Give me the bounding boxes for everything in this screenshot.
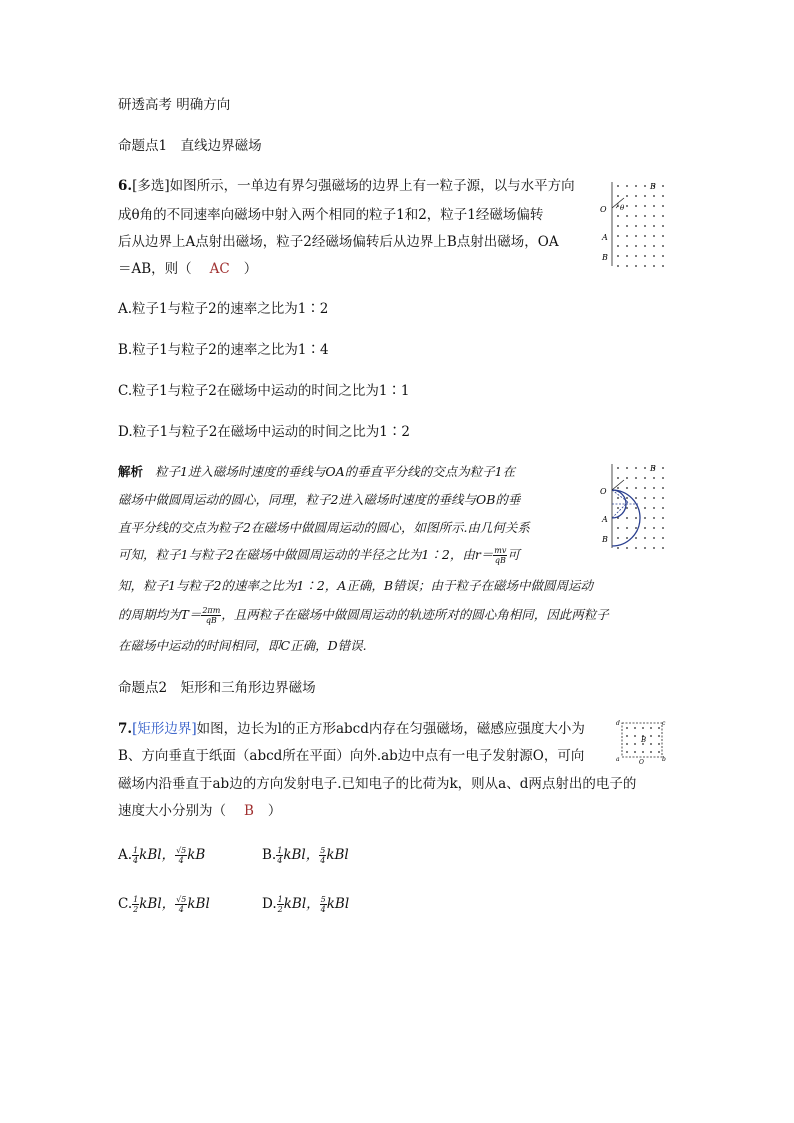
field-dot — [644, 205, 646, 207]
field-dot — [658, 735, 660, 737]
field-dot — [644, 547, 646, 549]
solution-circle-figure — [598, 460, 668, 552]
q7-label-b: b — [662, 756, 666, 763]
solution-text-4: 可知，粒子1与粒子2在磁场中做圆周运动的半径之比为1∶2，由r＝ — [118, 547, 494, 562]
field-dot — [642, 727, 644, 729]
field-dot — [635, 467, 637, 469]
field-dot — [662, 255, 664, 257]
q7-option-d: D. $\frac{1}{2}$ kBl， $\frac{5}{4}$ kBl — [262, 895, 350, 914]
q7-line-3: 磁场内沿垂直于ab边的方向发射电子.已知电子的比荷为k，则从a、d两点射出的电子的 — [118, 776, 637, 792]
field-dot — [626, 215, 628, 217]
field-dot — [617, 467, 619, 469]
q6-magnetic-field-figure — [598, 178, 668, 270]
solution-line-7: 在磁场中运动的时间相同，即C正确，D错误. — [118, 638, 367, 653]
q7-line-4 — [118, 802, 281, 820]
solution-text-4-end: 可 — [507, 547, 520, 562]
field-dot — [626, 517, 628, 519]
field-dot — [617, 235, 619, 237]
field-dot — [653, 195, 655, 197]
sol-label-b-field: B — [650, 464, 656, 473]
field-dot — [662, 537, 664, 539]
field-dot — [662, 215, 664, 217]
q6-option-a: A.粒子1与粒子2的速率之比为1∶2 — [118, 301, 329, 317]
field-dot — [644, 477, 646, 479]
solution-text-6-end: ，且两粒子在磁场中做圆周运动的轨迹所对的圆心角相同，因此两粒子 — [221, 607, 609, 622]
field-dot — [653, 537, 655, 539]
q7-option-c: C. $\frac{1}{2}$ kBl， $\frac{√5}{4}$ kBl — [118, 895, 210, 914]
field-dot — [644, 527, 646, 529]
q6-option-d: D.粒子1与粒子2在磁场中运动的时间之比为1∶2 — [118, 424, 410, 440]
field-dot — [626, 497, 628, 499]
q6-answer: AC — [209, 261, 230, 277]
section-title-1: 命题点1 直线边界磁场 — [118, 138, 262, 154]
field-dot — [626, 547, 628, 549]
field-dot — [635, 477, 637, 479]
field-dot — [626, 487, 628, 489]
field-dot — [626, 727, 628, 729]
field-dot — [635, 225, 637, 227]
field-dot — [635, 547, 637, 549]
field-dot — [658, 727, 660, 729]
q6-line-2: 成θ角的不同速率向磁场中射入两个相同的粒子1和2，粒子1经磁场偏转 — [118, 207, 544, 223]
sol-label-b: B — [602, 535, 608, 544]
field-dot — [635, 487, 637, 489]
field-dot — [650, 751, 652, 753]
field-dot — [653, 205, 655, 207]
field-dot — [617, 537, 619, 539]
q7-label-o: O — [639, 759, 644, 765]
field-dot — [662, 517, 664, 519]
field-dot — [626, 507, 628, 509]
q7-label-c: c — [662, 720, 666, 727]
field-dot — [653, 487, 655, 489]
field-dot — [662, 225, 664, 227]
q7-label-d: d — [616, 720, 620, 727]
field-dot — [650, 735, 652, 737]
field-dot — [662, 185, 664, 187]
field-dot — [644, 467, 646, 469]
field-dot — [626, 477, 628, 479]
field-dot — [617, 527, 619, 529]
field-dot — [626, 527, 628, 529]
field-dot — [634, 735, 636, 737]
field-dot — [650, 743, 652, 745]
q7-text-4: 速度大小分别为（ — [118, 803, 226, 819]
solution-text-1: 粒子1进入磁场时速度的垂线与OA的垂直平分线的交点为粒子1在 — [154, 464, 516, 479]
field-dot — [617, 477, 619, 479]
field-dot — [635, 527, 637, 529]
field-dot — [644, 265, 646, 267]
field-dot — [617, 487, 619, 489]
field-dot — [626, 195, 628, 197]
field-dot — [644, 537, 646, 539]
field-dot — [626, 751, 628, 753]
field-dot — [658, 751, 660, 753]
field-dot — [662, 205, 664, 207]
field-dot — [635, 185, 637, 187]
field-dot — [617, 185, 619, 187]
field-dot — [650, 727, 652, 729]
field-dot — [634, 743, 636, 745]
field-dot — [635, 255, 637, 257]
q7-text-1: 如图，边长为l的正方形abcd内存在匀强磁场，磁感应强度大小为 — [196, 721, 585, 737]
field-dot — [626, 255, 628, 257]
field-dot — [653, 477, 655, 479]
solution-line-5: 知，粒子1与粒子2的速率之比为1∶2，A正确，B错误；由于粒子在磁场中做圆周运动 — [118, 578, 594, 593]
field-dot — [626, 735, 628, 737]
field-dot — [635, 245, 637, 247]
field-dot — [626, 743, 628, 745]
sol-label-o: O — [600, 487, 607, 496]
solution-line-4 — [118, 546, 520, 565]
q7-option-b: B. $\frac{1}{4}$ kBl， $\frac{5}{4}$ kBl — [262, 846, 349, 865]
field-dot — [635, 235, 637, 237]
q6-text-4-end: ） — [243, 261, 258, 277]
field-dot — [653, 497, 655, 499]
field-dot — [617, 215, 619, 217]
sol-label-a: A — [602, 515, 608, 524]
field-dot — [653, 527, 655, 529]
field-dot — [653, 225, 655, 227]
field-dot — [634, 751, 636, 753]
q6-line-3: 后从边界上A点射出磁场，粒子2经磁场偏转后从边界上B点射出磁场，OA — [118, 234, 559, 250]
field-dot — [653, 507, 655, 509]
solution-label: 解析 — [118, 464, 144, 479]
q7-answer: B — [244, 803, 254, 819]
field-dot — [634, 727, 636, 729]
q6-text-4: ＝AB，则（ — [118, 261, 192, 277]
q7-text-4-end: ） — [267, 803, 282, 819]
field-dot — [653, 547, 655, 549]
field-dot — [617, 507, 619, 509]
q7-number: 7. — [118, 721, 133, 737]
q6-label-b-field: B — [650, 182, 656, 191]
field-dot — [626, 225, 628, 227]
page-heading: 研透高考 明确方向 — [118, 97, 231, 113]
field-dot — [653, 517, 655, 519]
q6-option-b: B.粒子1与粒子2的速率之比为1∶4 — [118, 342, 329, 358]
section-title-2: 命题点2 矩形和三角形边界磁场 — [118, 680, 316, 696]
q7-label-field: B — [641, 736, 647, 744]
field-dot — [644, 517, 646, 519]
solution-line-6 — [118, 606, 609, 625]
q6-label-o: O — [600, 205, 607, 214]
field-dot — [617, 265, 619, 267]
field-dot — [653, 245, 655, 247]
q7-options-row-2 — [118, 894, 350, 914]
field-dot — [662, 245, 664, 247]
field-dot — [662, 467, 664, 469]
field-dot — [662, 487, 664, 489]
field-dot — [662, 497, 664, 499]
field-dot — [626, 467, 628, 469]
field-dot — [658, 743, 660, 745]
q7-tag: [矩形边界] — [132, 721, 197, 737]
field-dot — [635, 497, 637, 499]
field-dot — [662, 547, 664, 549]
q6-number: 6. — [118, 178, 133, 194]
solution-line-2: 磁场中做圆周运动的圆心，同理，粒子2进入磁场时速度的垂线与OB的垂 — [118, 492, 521, 507]
q7-line-2: B、方向垂直于纸面（abcd所在平面）向外.ab边中点有一电子发射源O，可向 — [118, 748, 585, 764]
field-dot — [662, 477, 664, 479]
field-dot — [617, 225, 619, 227]
solution-line-1 — [118, 463, 515, 481]
q7-square-field-figure — [614, 717, 668, 765]
field-dot — [644, 235, 646, 237]
field-dot — [617, 497, 619, 499]
field-dot — [635, 517, 637, 519]
field-dot — [617, 547, 619, 549]
field-dot — [644, 195, 646, 197]
fraction-2pim-qb: $\frac{2\pi m}{qB}$ — [202, 606, 221, 625]
field-dot — [662, 235, 664, 237]
field-dot — [644, 487, 646, 489]
q7-line-1 — [118, 720, 585, 738]
q6-tag: [多选] — [132, 178, 170, 194]
field-dot — [626, 537, 628, 539]
field-dot — [653, 265, 655, 267]
field-dot — [626, 185, 628, 187]
field-dot — [626, 245, 628, 247]
field-dot — [644, 225, 646, 227]
field-dot — [644, 497, 646, 499]
field-dot — [662, 265, 664, 267]
q6-text-1: 如图所示，一单边有界匀强磁场的边界上有一粒子源，以与水平方向 — [169, 178, 575, 194]
field-dot — [644, 507, 646, 509]
field-dot — [626, 205, 628, 207]
field-dot — [635, 507, 637, 509]
solution-text-6: 的周期均为T＝ — [118, 607, 202, 622]
solution-line-3: 直平分线的交点为粒子2在磁场中做圆周运动的圆心，如图所示.由几何关系 — [118, 520, 530, 535]
q6-label-a: A — [602, 233, 608, 242]
field-dot — [635, 537, 637, 539]
field-dot — [617, 245, 619, 247]
field-dot — [644, 255, 646, 257]
q7-label-a: a — [616, 756, 620, 763]
field-dot — [653, 255, 655, 257]
q7-option-a: A. $\frac{1}{4}$ kBl， $\frac{√5}{4}$ kB — [118, 846, 206, 865]
field-dot — [653, 215, 655, 217]
q7-options-row-1 — [118, 845, 349, 865]
field-dot — [617, 195, 619, 197]
field-dot — [635, 265, 637, 267]
q6-line-1 — [118, 177, 575, 195]
field-dot — [626, 235, 628, 237]
field-dot — [662, 527, 664, 529]
q6-line-4 — [118, 260, 257, 278]
q6-option-c: C.粒子1与粒子2在磁场中运动的时间之比为1∶1 — [118, 383, 410, 399]
field-dot — [635, 215, 637, 217]
field-dot — [626, 265, 628, 267]
field-dot — [662, 195, 664, 197]
field-dot — [635, 205, 637, 207]
field-dot — [644, 215, 646, 217]
q6-label-b: B — [602, 253, 608, 262]
field-dot — [617, 255, 619, 257]
field-dot — [653, 235, 655, 237]
field-dot — [644, 185, 646, 187]
field-dot — [635, 195, 637, 197]
fraction-mv-qb: $\frac{mv}{qB}$ — [494, 546, 507, 565]
field-dot — [644, 245, 646, 247]
q6-label-theta: θ — [620, 204, 625, 212]
field-dot — [642, 751, 644, 753]
field-dot — [662, 507, 664, 509]
